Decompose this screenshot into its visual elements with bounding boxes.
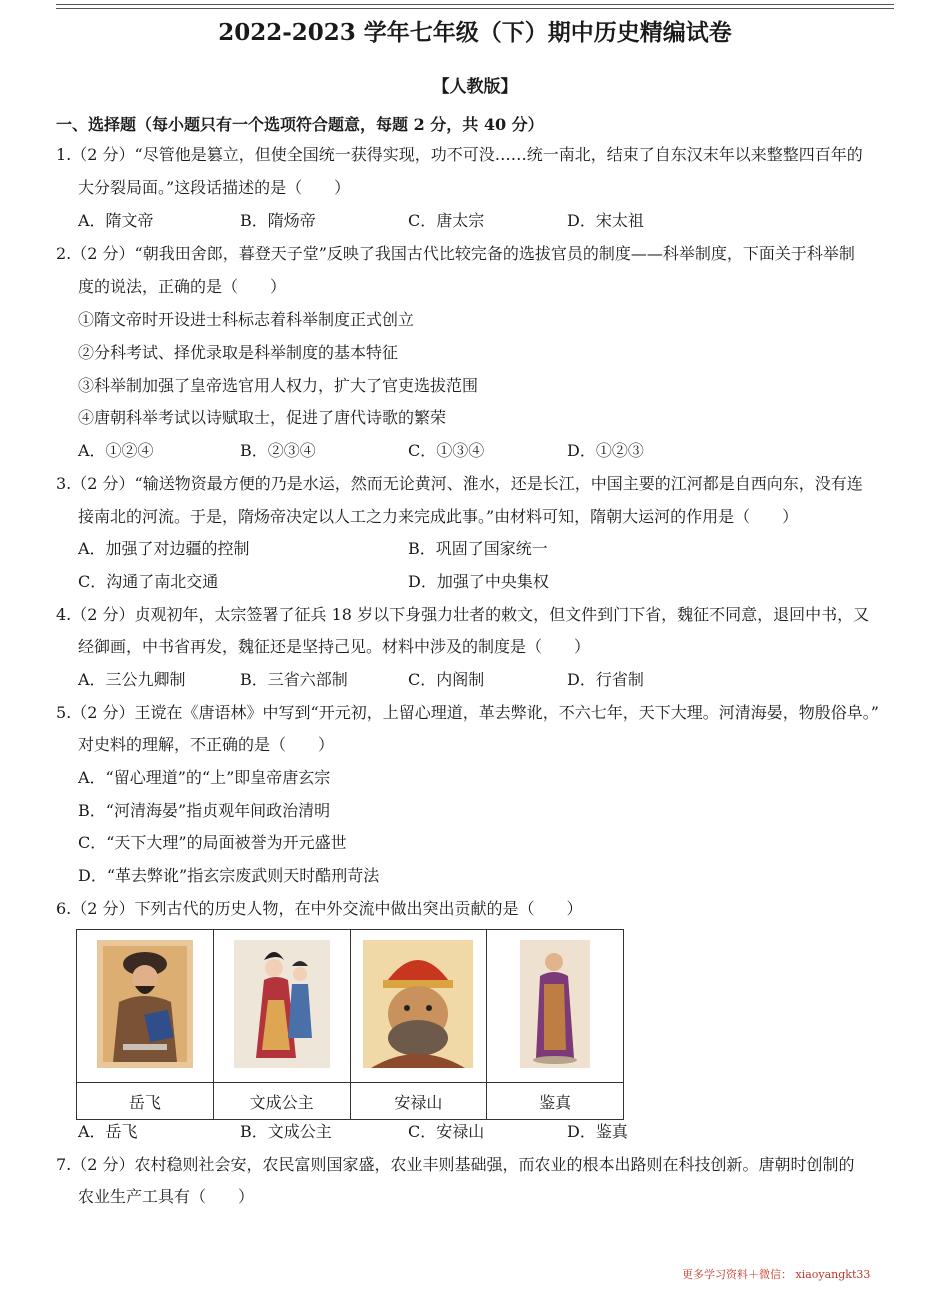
- footer-promo: 更多学习资料＋微信： xiaoyangkt33: [682, 1268, 871, 1281]
- question-3-line-2: 接南北的河流。于是，隋炀帝决定以人工之力来完成此事。”由材料可知，隋朝大运河的作用是（ ）: [78, 507, 799, 526]
- q5-option-d: D．“革去弊讹”指玄宗废武则天时酷刑苛法: [78, 866, 380, 885]
- portrait-table: [76, 929, 624, 1120]
- question-6-line-1: 6.（2 分）下列古代的历史人物，在中外交流中做出突出贡献的是（ ）: [56, 899, 583, 918]
- q3-option-b: B．巩固了国家统一: [408, 539, 548, 558]
- question-5-line-2: 对史料的理解，不正确的是（ ）: [78, 735, 335, 754]
- q5-option-a: A．“留心理道”的“上”即皇帝唐玄宗: [78, 768, 331, 787]
- question-5-line-1: 5.（2 分）王谠在《唐语林》中写到“开元初，上留心理道，革去弊讹，不六七年，天下大理。河清海晏，物殷俗阜。”: [56, 703, 879, 722]
- q1-option-c: C．唐太宗: [408, 211, 485, 230]
- q2-option-c: C．①③④: [408, 441, 485, 460]
- q5-option-b: B．“河清海晏”指贞观年间政治清明: [78, 801, 331, 820]
- q3-option-c: C．沟通了南北交通: [78, 572, 219, 591]
- q2-statement-1: ①隋文帝时开设进士科标志着科举制度正式创立: [78, 310, 415, 329]
- wencheng-portrait: [234, 940, 330, 1068]
- q3-option-a: A．加强了对边疆的控制: [78, 539, 250, 558]
- edition-label: 【人教版】: [432, 77, 518, 97]
- q2-statement-3: ③科举制加强了皇帝选官用人权力，扩大了官吏选拔范围: [78, 376, 479, 395]
- question-2-line-1: 2.（2 分）“朝我田舍郎，暮登天子堂”反映了我国古代比较完备的选拔官员的制度——科举制度，下面关于科举制: [56, 244, 855, 263]
- question-1-line-1: 1.（2 分）“尽管他是篡立，但使全国统一获得实现，功不可没……统一南北，结束了自东汉末年以来整整四百年的: [56, 145, 863, 164]
- an-lushan-portrait: [363, 940, 473, 1068]
- q1-option-d: D．宋太祖: [567, 211, 644, 230]
- q1-option-b: B．隋炀帝: [240, 211, 316, 230]
- q4-option-b: B．三省六部制: [240, 670, 348, 689]
- header-rule-bottom: [56, 8, 894, 9]
- q5-option-c: C．“天下大理”的局面被誉为开元盛世: [78, 833, 347, 852]
- question-4-line-1: 4.（2 分）贞观初年，太宗签署了征兵 18 岁以下身强力壮者的敕文，但文件到门下省，魏征不同意，退回中书，又: [56, 605, 870, 624]
- q6-option-b: B．文成公主: [240, 1122, 332, 1141]
- q6-option-a: A．岳飞: [78, 1122, 138, 1141]
- q2-option-b: B．②③④: [240, 441, 316, 460]
- section-heading: 一、选择题（每小题只有一个选项符合题意，每题 2 分，共 40 分）: [56, 115, 544, 134]
- question-3-line-1: 3.（2 分）“输送物资最方便的乃是水运，然而无论黄河、淮水，还是长江，中国主要的江河都是自西向东，没有连: [56, 474, 863, 493]
- portrait-cell: [350, 930, 487, 1083]
- question-7-line-1: 7.（2 分）农村稳则社会安，农民富则国家盛，农业丰则基础强，而农业的根本出路则在科技创新。唐朝时创制的: [56, 1155, 855, 1174]
- q2-option-a: A．①②④: [78, 441, 154, 460]
- portrait-caption: 岳飞: [77, 1083, 214, 1120]
- portrait-caption: 安禄山: [350, 1083, 487, 1120]
- q4-option-d: D．行省制: [567, 670, 644, 689]
- q2-statement-4: ④唐朝科举考试以诗赋取士，促进了唐代诗歌的繁荣: [78, 408, 447, 427]
- question-1-line-2: 大分裂局面。”这段话描述的是（ ）: [78, 178, 351, 197]
- question-2-line-2: 度的说法，正确的是（ ）: [78, 277, 287, 296]
- q2-option-d: D．①②③: [567, 441, 644, 460]
- q3-option-d: D．加强了中央集权: [408, 572, 549, 591]
- q4-option-a: A．三公九卿制: [78, 670, 186, 689]
- q6-option-d: D．鉴真: [567, 1122, 628, 1141]
- question-4-line-2: 经御画，中书省再发，魏征还是坚持己见。材料中涉及的制度是（ ）: [78, 637, 591, 656]
- page-title: 2022-2023 学年七年级（下）期中历史精编试卷: [218, 19, 732, 46]
- portrait-cell: [487, 930, 624, 1083]
- portrait-cell: [77, 930, 214, 1083]
- q2-statement-2: ②分科考试、择优录取是科举制度的基本特征: [78, 343, 399, 362]
- yue-fei-portrait: [97, 940, 193, 1068]
- portrait-cell: [213, 930, 350, 1083]
- jianzhen-portrait: [520, 940, 590, 1068]
- q6-option-c: C．安禄山: [408, 1122, 485, 1141]
- q4-option-c: C．内阁制: [408, 670, 485, 689]
- portrait-caption: 文成公主: [213, 1083, 350, 1120]
- question-7-line-2: 农业生产工具有（ ）: [78, 1187, 255, 1206]
- header-rule-top: [56, 4, 894, 5]
- portrait-caption: 鉴真: [487, 1083, 624, 1120]
- q1-option-a: A．隋文帝: [78, 211, 154, 230]
